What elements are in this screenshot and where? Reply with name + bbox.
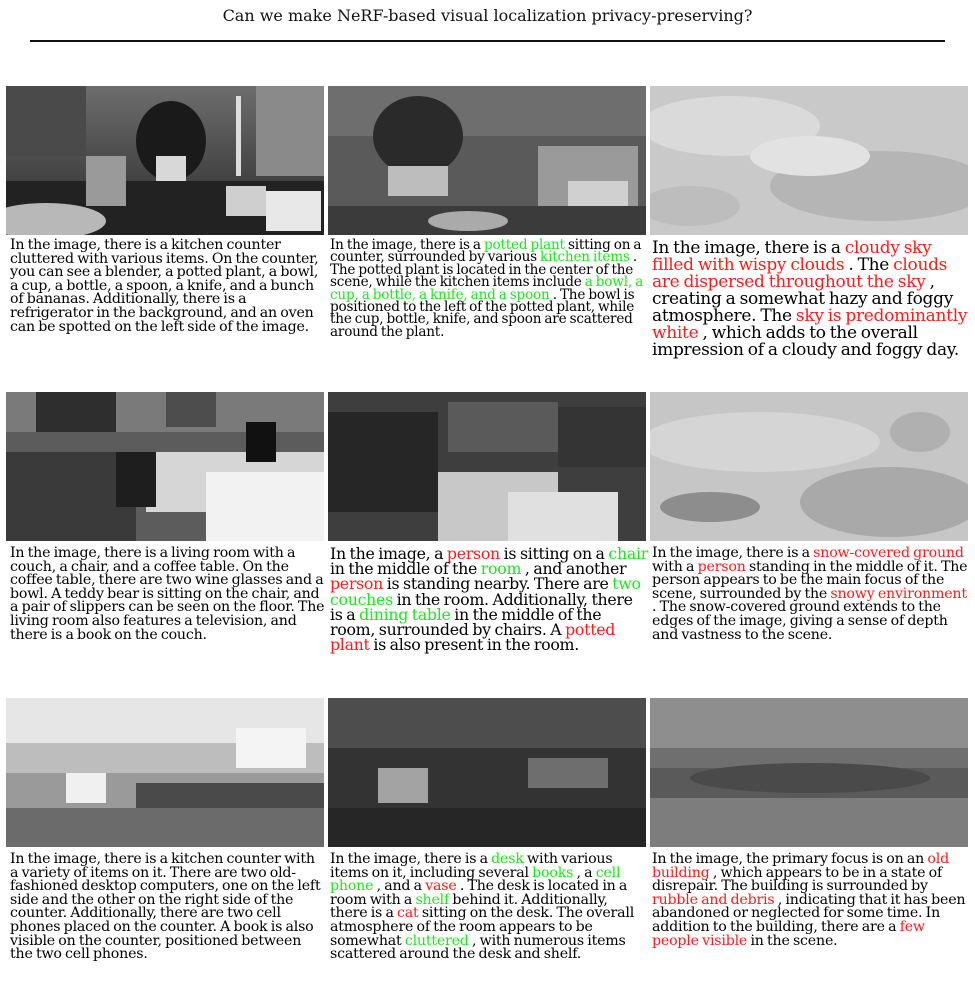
caption-text: is sitting on a: [499, 544, 609, 563]
caption-text: is also present in the room.: [369, 635, 579, 655]
highlighted-phrase-red: snow-covered ground: [813, 545, 964, 561]
highlighted-phrase-red: potted plant: [330, 620, 616, 655]
caption-text: with various items on it, including several: [330, 851, 613, 881]
image-office-original: [6, 698, 324, 847]
highlighted-phrase-red: old building: [652, 851, 949, 881]
caption-row2-original: [10, 547, 326, 642]
caption-text: sitting on the desk. The overall atmosphere of the room appears to be somewhat: [330, 905, 635, 949]
caption-text: in the room. Additionally, there is a: [330, 589, 633, 624]
highlighted-phrase-red: cat: [397, 905, 419, 922]
highlighted-phrase-red: person: [330, 574, 384, 594]
caption-text: , creating a somewhat hazy and foggy atmosphere. The: [652, 272, 954, 326]
highlighted-phrase-red: cloudy sky filled with wispy clouds: [652, 238, 932, 275]
highlighted-phrase-green: a bowl, a cup, a bottle, a knife, and a spoon: [330, 274, 644, 303]
highlighted-phrase-red: sky is predominantly white: [652, 306, 968, 343]
caption-text: in the middle of the room, surrounded by chairs. A: [330, 604, 602, 640]
caption-row1-original: [10, 239, 326, 334]
caption-text: In the image, there is a: [330, 237, 484, 253]
caption-row1-generated: [652, 240, 970, 359]
highlighted-phrase-red: vase: [425, 878, 457, 895]
caption-text: In the image, there is a: [652, 545, 814, 561]
highlighted-phrase-green: room: [480, 559, 522, 579]
caption-row1-rendered: [330, 239, 646, 338]
caption-row3-rendered: [330, 853, 646, 962]
highlighted-phrase-green: cluttered: [404, 932, 469, 949]
highlighted-phrase-green: shelf: [415, 891, 450, 908]
image-snow-generated: [650, 392, 968, 541]
image-sky-generated: [650, 86, 968, 235]
highlighted-phrase-red: clouds are dispersed throughout the sky: [652, 255, 948, 292]
caption-text: . The bowl is positioned to the left of the potted plant, while the cup, bottle, knife, and spoon are scattered around the plant.: [330, 286, 635, 340]
caption-text: , and a: [373, 878, 426, 895]
highlighted-phrase-green: chair: [608, 544, 648, 563]
caption-text: , which adds to the overall impression of a cloudy and foggy day.: [652, 323, 959, 360]
image-kitchen-original: [6, 86, 324, 235]
highlighted-phrase-green: books: [532, 864, 574, 881]
caption-text: In the image, a: [330, 544, 447, 563]
caption-text: , which appears to be in a state of disrepair. The building is surrounded by: [652, 864, 943, 895]
highlighted-phrase-red: few people visible: [652, 918, 925, 949]
highlighted-phrase-red: person: [697, 558, 746, 575]
caption-text: behind it. Additionally, there is a: [330, 891, 608, 922]
highlighted-phrase-green: desk: [491, 851, 524, 867]
caption-text: . The potted plant is located in the center of the scene, while the kitchen items include: [330, 249, 637, 291]
caption-text: , a: [573, 864, 596, 881]
caption-text: , with numerous items scattered around the desk and shelf.: [330, 932, 626, 963]
caption-text: standing in the middle of it. The person appears to be the main focus of the scene, surrounded by the: [652, 558, 968, 602]
caption-text: with a: [652, 558, 698, 575]
caption-row3-generated: [652, 853, 970, 948]
caption-text: In the image, there is a: [330, 851, 492, 867]
caption-row2-rendered: [330, 544, 648, 655]
caption-text: In the image, there is a: [652, 238, 845, 258]
image-livingroom-rendered: [328, 392, 646, 541]
image-livingroom-original: [6, 392, 324, 541]
caption-text: , indicating that it has been abandoned or neglected for some time. In addition to the building, there are a: [652, 891, 966, 935]
highlighted-phrase-red: rubble and debris: [652, 891, 775, 908]
highlighted-phrase-green: dining table: [359, 604, 451, 624]
caption-text: in the middle of the: [330, 559, 481, 579]
caption-text: In the image, there is a kitchen counter cluttered with various items. On the counter, you can see a blender, a potted plant, a bowl, a cup, a bottle, a spoon, a knife, and a bunch of bananas. Additionally, there is a refrigerator in the background, and an oven can be spotted on the left side of the image.: [10, 237, 319, 335]
highlighted-phrase-green: potted plant: [483, 237, 565, 253]
caption-text: , and another: [521, 559, 627, 579]
page-header-title: Can we make NeRF-based visual localization privacy-preserving?: [222, 6, 753, 25]
caption-text: In the image, there is a kitchen counter with a variety of items on it. There are two old-fashioned desktop computers, one on the left side and the other on the right side of the counter. Additionally, there are two cell phones placed on the counter. A book is also visible on the counter, positioned between the two cell phones.: [10, 851, 321, 963]
caption-row3-original: [10, 853, 326, 962]
header-rule: [30, 40, 945, 42]
caption-text: . The snow-covered ground extends to the edges of the image, giving a sense of depth and vastness to the scene.: [652, 599, 948, 643]
caption-text: in the scene.: [747, 932, 838, 949]
highlighted-phrase-green: kitchen items: [540, 249, 630, 266]
caption-text: . The desk is located in a room with a: [330, 878, 628, 908]
caption-text: In the image, there is a living room with a couch, a chair, and a coffee table. On the coffee table, there are two wine glasses and a bowl. A teddy bear is sitting on the chair, and a pair of slippers can be seen on the floor. The living room also features a television, and there is a book on the couch.: [10, 545, 325, 643]
caption-row2-generated: [652, 547, 970, 642]
image-kitchen-rendered: [328, 86, 646, 235]
caption-text: sitting on a counter, surrounded by various: [330, 237, 642, 266]
highlighted-phrase-red: person: [446, 544, 500, 563]
highlighted-phrase-green: two couches: [330, 574, 641, 609]
highlighted-phrase-green: cell phone: [330, 864, 621, 895]
caption-text: In the image, the primary focus is on an: [652, 851, 928, 867]
caption-text: is standing nearby. There are: [383, 574, 613, 594]
image-office-rendered: [328, 698, 646, 847]
highlighted-phrase-red: snowy environment: [830, 585, 967, 602]
image-building-generated: [650, 698, 968, 847]
caption-text: . The: [844, 255, 894, 275]
